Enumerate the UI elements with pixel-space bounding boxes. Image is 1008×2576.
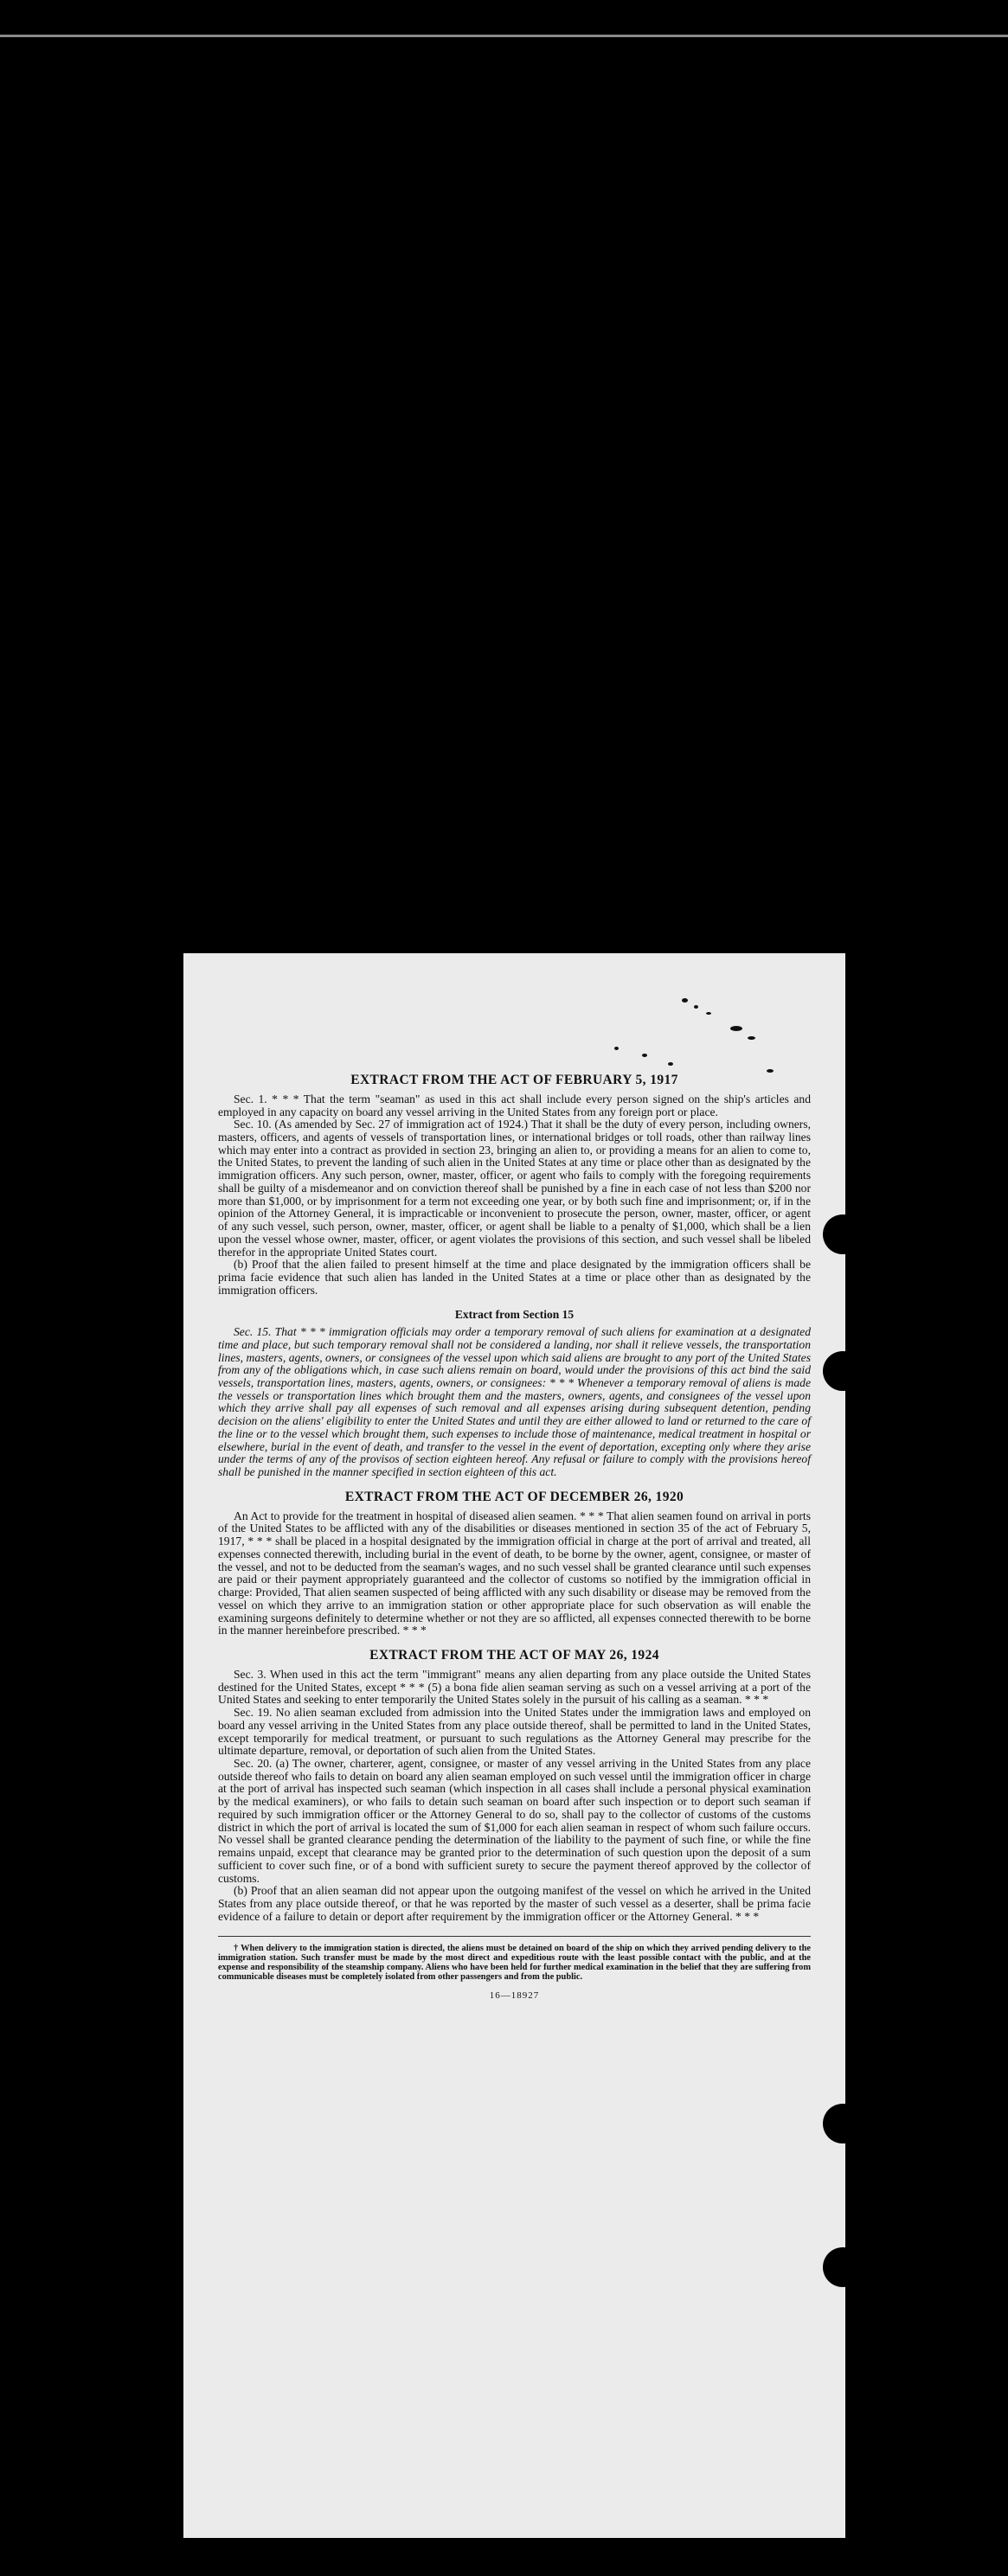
body-paragraph: An Act to provide for the treatment in hospital of diseased alien seamen. * * * That alien seamen found on arrival in ports of the United States to be afflicted with any of the disabilities or diseases mentioned in section 35 of the act of February 5, 1917, * * * shall be placed in a hospital designated by the immigration official in charge at the port of arrival and treated, all expenses connected therewith, including burial in the event of death, to be borne by the owner, agent, consignee, or master of the vessel, and not to be deducted from the seaman's wages, and no such vessel shall be granted clearance until such expenses are paid or their payment appropriately guaranteed and the collector of customs so notified by the immigration official in charge: Provided, That alien seamen suspected of being afflicted with any such disability or disease may be removed from the vessel on which they arrive to an immigration station or other appropriate place for such observation as will enable the examining surgeons definitely to determine whether or not they are so afflicted, all expenses connected therewith to be borne in the manner hereinbefore prescribed. * * * [218, 1509, 811, 1637]
act-1917-section [218, 1073, 811, 1298]
body-paragraph: Sec. 20. (a) The owner, charterer, agent, consignee, or master of any vessel arriving in the United States from any place outside thereof who fails to detain on board any alien seaman employed on such vessel until the immigration officer in charge at the port of arrival has inspected such seaman (which inspection in all cases shall include a personal physical examination by the medical examiners), or who fails to detain such seaman on board after such inspection or to deport such seaman if required by such immigration officer or the Attorney General to do so, shall pay to the collector of customs of the customs district in which the port of arrival is located the sum of $1,000 for each alien seaman in respect of whom such failure occurs. No vessel shall be granted clearance pending the determination of the liability to the payment of such fine, or while the fine remains unpaid, except that clearance may be granted prior to the determination of such question upon the deposit of a sum sufficient to cover such fine, or of a bond with sufficient surety to secure the payment thereof approved by the collector of customs. [218, 1757, 811, 1885]
body-paragraph: Sec. 1. * * * That the term "seaman" as used in this act shall include every person signed on the ship's articles and employed in any capacity on board any vessel arriving in the United States from any foreign port or place. [218, 1092, 811, 1118]
section-heading: EXTRACT FROM THE ACT OF DECEMBER 26, 1920 [344, 1489, 684, 1504]
ink-speck [730, 1026, 742, 1031]
ink-speck [682, 998, 688, 1003]
section-heading: EXTRACT FROM THE ACT OF MAY 26, 1924 [369, 1648, 659, 1663]
act-1924-section [218, 1648, 811, 1924]
body-paragraph: (b) Proof that the alien failed to present himself at the time and place designated by the immigration officers shall be prima facie evidence that such alien has landed in the United States at a time or place other than as designated by the immigration officers. [218, 1258, 811, 1297]
body-paragraph: Sec. 19. No alien seaman excluded from admission into the United States under the immigration laws and employed on board any vessel arriving in the United States from any place outside thereof, shall be permitted to land in the United States, except temporarily for medical treatment, or pursuant to such regulations as the Attorney General may prescribe for the ultimate departure, removal, or deportation of such alien from the United States. [218, 1706, 811, 1758]
punch-hole [823, 1214, 863, 1254]
ink-speck [748, 1036, 755, 1040]
punch-hole [823, 2247, 863, 2287]
body-paragraph: Sec. 15. That * * * immigration officials may order a temporary removal of such aliens for examination at a designated time and place, but such temporary removal shall not be considered a landing, nor shall it relieve vessels, the transportation lines, masters, agents, owners, or consignees of the vessel upon which said aliens are brought to any port of the United States from any of the obligations which, in case such aliens remain on board, would under the provisions of this act bind the said vessels, transportation lines, masters, agents, owners, or consignees: * * * Whenever a temporary removal of aliens is made the vessels or transportation lines which brought them and the masters, owners, agents, and consignees of the vessel upon which they arrive shall pay all expenses of such removal and all expenses arising during subsequent detention, pending decision on the aliens' eligibility to enter the United States and until they are either allowed to land or returned to the care of the line or to the vessel which brought them, such expenses to include those of maintenance, medical treatment in hospital or elsewhere, burial in the event of death, and transfer to the vessel in the event of deportation, excepting only where they arise under the terms of any of the provisos of section eighteen hereof. Any refusal or failure to comply with the provisions hereof shall be punished in the manner specified in section eighteen of this act. [218, 1325, 811, 1479]
section-subheading: Extract from Section 15 [454, 1307, 575, 1321]
body-paragraph: Sec. 10. (As amended by Sec. 27 of immigration act of 1924.) That it shall be the duty of every person, including owners, masters, officers, and agents of vessels of transportation lines, or international bridges or toll roads, other than railway lines which may enter into a contract as provided in section 23, bringing an alien to, or providing a means for an alien to come to, the United States, to prevent the landing of such alien in the United States at any time or place other than as designated by the immigration officers. Any such person, owner, master, officer, or agent who fails to comply with the foregoing requirements shall be guilty of a misdemeanor and on conviction thereof shall be punished by a fine in each case of not less than $200 nor more than $1,000, or by imprisonment for a term not exceeding one year, or by both such fine and imprisonment; or, if in the opinion of the Attorney General, it is impracticable or inconvenient to prosecute the person, owner, master, officer, or agent of any such vessel, such person, owner, master, officer, or agent shall be liable to a penalty of $1,000, which shall be a lien upon the vessel whose owner, master, officer, or agent violates the provisions of this section, and such vessel shall be libeled therefor in the appropriate United States court. [218, 1118, 811, 1259]
body-paragraph: Sec. 3. When used in this act the term "immigrant" means any alien departing from any place outside the United States destined for the United States, except * * * (5) a bona fide alien seaman serving as such on a vessel arriving at a port of the United States and seeking to enter temporarily the United States solely in the pursuit of his calling as a seaman. * * * [218, 1667, 811, 1707]
ink-speck [668, 1062, 673, 1066]
act-1920-section [218, 1490, 811, 1637]
document-page [183, 953, 845, 2538]
section-heading: EXTRACT FROM THE ACT OF FEBRUARY 5, 1917 [350, 1073, 678, 1087]
footnote [218, 1936, 811, 1983]
section-15-extract [218, 1308, 811, 1479]
footnote-text: † When delivery to the immigration station is directed, the aliens must be detained on board of the ship on which they arrived pending delivery to the immigration station. Such transfer must be made by the most direct and expeditious route with the least possible contact with the public, and at the expense and responsibility of the steamship company. Aliens who have been held for further medical examination in the belief that they are suffering from communicable diseases must be completely isolated from other passengers and from the public. [218, 1943, 811, 1983]
ink-speck [694, 1005, 698, 1009]
ink-speck [706, 1012, 711, 1015]
ink-speck [614, 1047, 619, 1050]
body-paragraph: (b) Proof that an alien seaman did not appear upon the outgoing manifest of the vessel on which he arrived in the United States from any place outside thereof, or that he was reported by the master of such vessel as a deserter, shall be prima facie evidence of a failure to detain or deport after requirement by the immigration officer or the Attorney General. * * * [218, 1884, 811, 1923]
scanner-top-rule [0, 35, 1008, 37]
page-number: 16—18927 [489, 1990, 540, 2002]
punch-hole [823, 1351, 863, 1391]
ink-speck [642, 1054, 647, 1057]
ink-speck [767, 1069, 774, 1073]
punch-hole [823, 2104, 863, 2143]
